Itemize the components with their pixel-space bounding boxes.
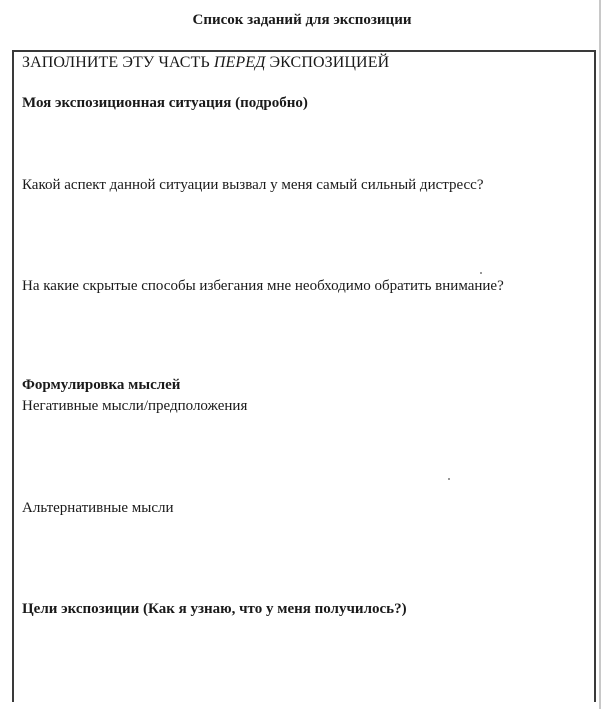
before-exposure-heading (22, 54, 389, 72)
situation-label: Моя экспозиционная ситуация (подробно) (22, 95, 308, 111)
scan-speck (480, 272, 482, 274)
heading-part-1: ЗАПОЛНИТЕ ЭТУ ЧАСТЬ (22, 54, 214, 71)
exposure-goals-label: Цели экспозиции (Как я узнаю, что у меня получилось?) (22, 601, 407, 617)
alternative-thoughts-label: Альтернативные мысли (22, 500, 174, 516)
distress-question: Какой аспект данной ситуации вызвал у меня самый сильный дистресс? (22, 177, 484, 193)
page-title: Список заданий для экспозиции (192, 12, 412, 28)
thoughts-heading: Формулировка мыслей (22, 377, 181, 393)
scan-speck (448, 478, 450, 480)
heading-emphasis: ПЕРЕД (213, 54, 266, 71)
avoidance-question: На какие скрытые способы избегания мне необходимо обратить внимание? (22, 278, 504, 294)
heading-part-2: ЭКСПОЗИЦИЕЙ (265, 54, 390, 71)
negative-thoughts-label: Негативные мысли/предположения (22, 398, 248, 414)
page-edge-shadow (599, 0, 601, 709)
